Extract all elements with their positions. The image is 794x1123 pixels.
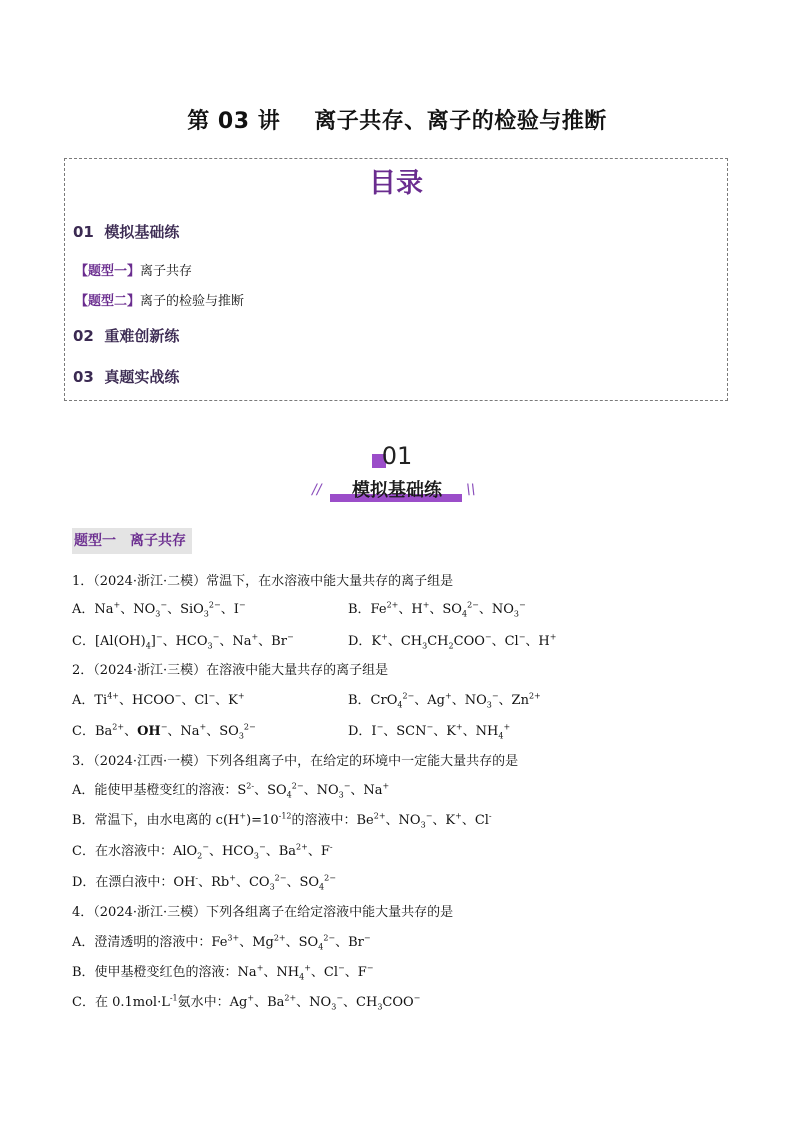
q3-option-c[interactable]: C．在水溶液中：AlO$_2$−、$HCO_3^-$、$Ba^{2+}$、F- xyxy=(72,842,333,861)
toc-section-3[interactable]: 03 真题实战练 xyxy=(73,368,180,386)
q3-option-b[interactable]: B．常温下，由水电离的 $c(H^+)=10^{-12}$的溶液中：$Be^{2+}$、$NO_3^-$、K+、Cl- xyxy=(72,811,492,830)
q1-option-a[interactable]: A．Na+、$NO_3^-$、SiO$_3^{2-}$、I− xyxy=(72,600,246,619)
toc-section-1[interactable]: 01 模拟基础练 xyxy=(73,223,180,241)
toc-sub-type-1[interactable]: 【题型一】离子共存 xyxy=(75,264,193,279)
section-number: 01 xyxy=(381,442,413,470)
q4-option-a[interactable]: A．澄清透明的溶液中：$Fe^{3+}$、$Mg^{2+}$、$SO_4^{2-}$、Br− xyxy=(72,933,371,952)
q2-option-a[interactable]: A．$Ti^{4+}$、HCOO−、Cl−、K+ xyxy=(72,691,245,708)
q4-option-c[interactable]: C．在 $0.1mol\cdot L^{-1}$氨水中：Ag+、$Ba^{2+}$、$NO_3^-$、$CH_3COO^-$ xyxy=(72,993,421,1012)
q3-option-a[interactable]: A．能使甲基橙变红的溶液：$S^{2-}$、$SO_4^{2-}$、$NO_3^-$、Na+ xyxy=(72,781,390,800)
left-slash-decor: // xyxy=(312,482,322,498)
q2-option-d[interactable]: D．I−、SCN−、K+、$NH_4^+$ xyxy=(348,722,511,741)
toc-heading: 目录 xyxy=(369,168,423,199)
page-title xyxy=(0,104,794,135)
question-3-stem: 3．（2024·江西·一模）下列各组离子中，在给定的环境中一定能大量共存的是 xyxy=(72,754,519,769)
table-of-contents xyxy=(64,158,728,401)
toc-sub-type-2[interactable]: 【题型二】离子的检验与推断 xyxy=(75,294,245,309)
q2-option-c[interactable]: C．$Ba^{2+}$、OH−、Na+、$SO_3^{2-}$ xyxy=(72,722,256,741)
question-4-stem: 4．（2024·浙江·三模）下列各组离子在给定溶液中能大量共存的是 xyxy=(72,905,454,920)
toc-section-2[interactable]: 02 重难创新练 xyxy=(73,327,180,345)
q1-option-c[interactable]: C．$[Al(OH)_4]^-$、$HCO_3^-$、Na+、Br− xyxy=(72,632,294,651)
q3-option-d[interactable]: D．在漂白液中：OH-、Rb+、$CO_3^{2-}$、$SO_4^{2-}$ xyxy=(72,873,336,892)
lecture-topic: 离子共存、离子的检验与推断 xyxy=(314,109,607,134)
right-slash-decor: \\ xyxy=(466,482,476,498)
q1-option-b[interactable]: B．$Fe^{2+}$、H+、$SO_4^{2-}$、$NO_3^-$ xyxy=(348,600,526,619)
lecture-number: 第 03 讲 xyxy=(187,109,281,134)
section-label: 模拟基础练 xyxy=(352,480,442,501)
question-1-stem: 1．（2024·浙江·二模）常温下，在水溶液中能大量共存的离子组是 xyxy=(72,574,454,589)
q2-option-b[interactable]: B．CrO$_4^{2-}$、Ag+、$NO_3^-$、$Zn^{2+}$ xyxy=(348,691,541,710)
q4-option-b[interactable]: B．使甲基橙变红色的溶液：Na+、$NH_4^+$、Cl−、F− xyxy=(72,963,374,982)
question-type-heading: 题型一 离子共存 xyxy=(72,528,192,554)
question-2-stem: 2．（2024·浙江·三模）在溶液中能大量共存的离子组是 xyxy=(72,663,389,678)
q1-option-d[interactable]: D．K+、$CH_3CH_2COO^-$、Cl−、H+ xyxy=(348,632,557,651)
